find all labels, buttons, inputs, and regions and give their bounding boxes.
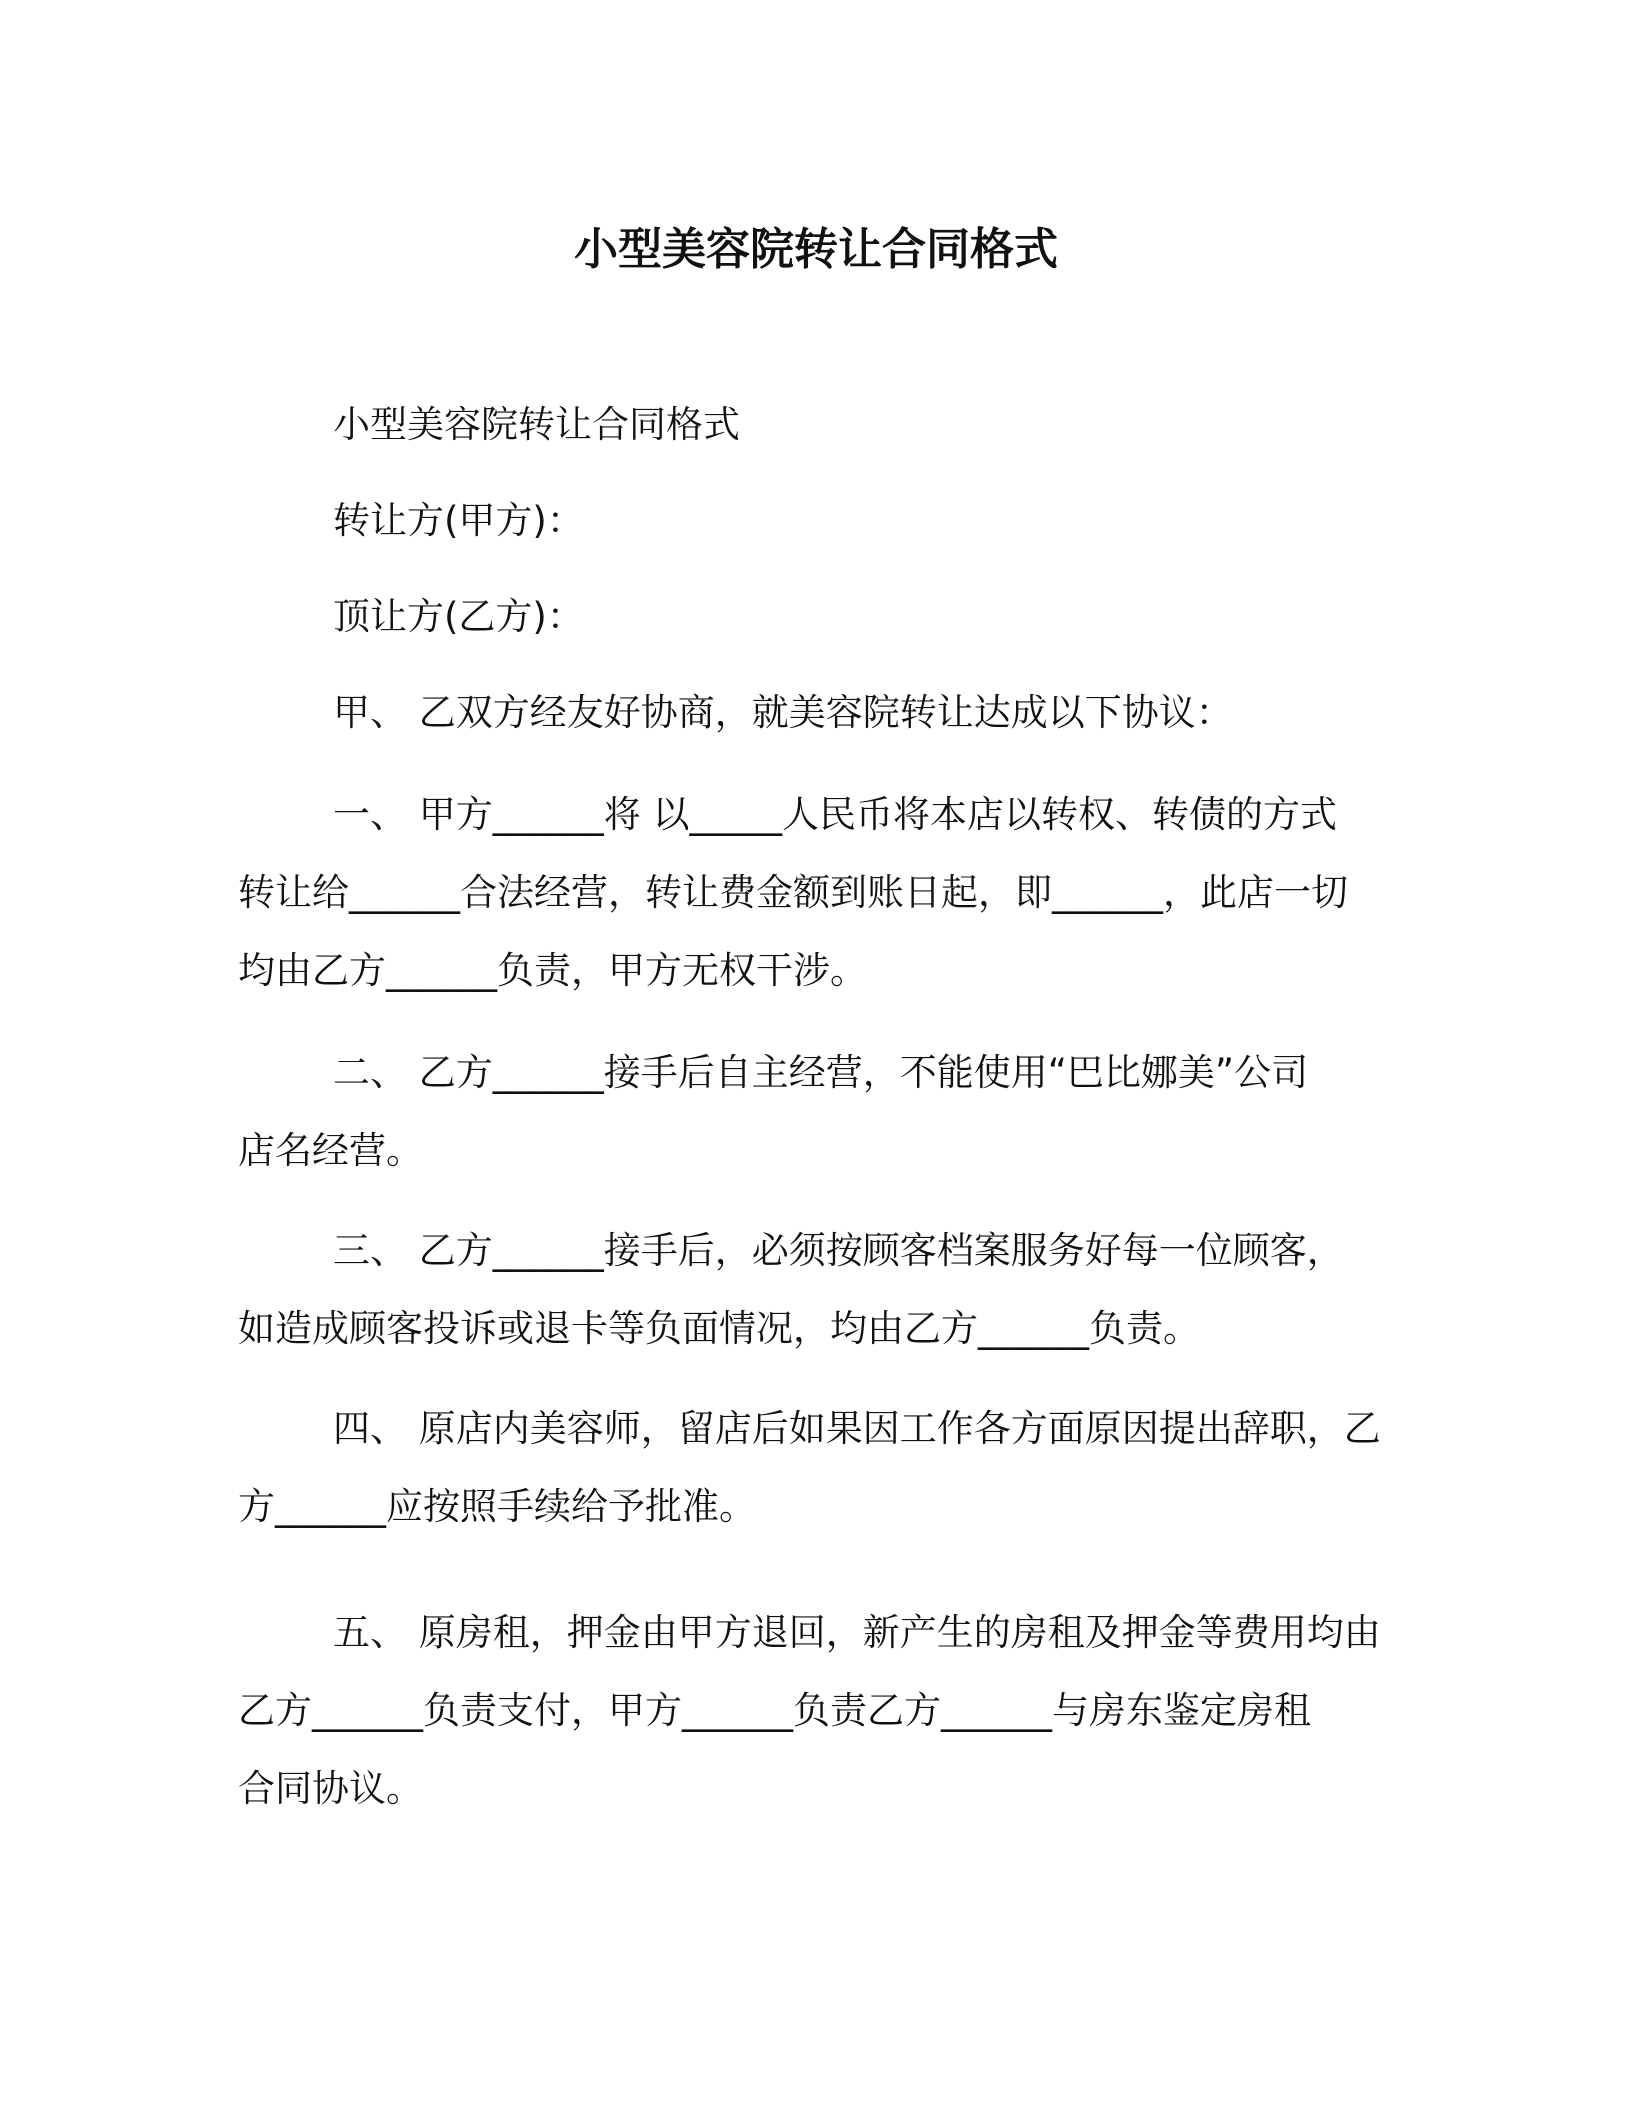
- party-a-label: 转让方(甲方)：: [333, 499, 584, 542]
- clause-line: 四、 原店内美容师，留店后如果因工作各方面原因提出辞职，乙: [333, 1407, 1381, 1450]
- clause-line: 三、 乙方______接手后，必须按顾客档案服务好每一位顾客，: [333, 1229, 1344, 1272]
- clause-3: [238, 1212, 1388, 1368]
- clause-line: 方______应按照手续给予批准。: [238, 1485, 756, 1528]
- party-b-label: 顶让方(乙方)：: [333, 595, 584, 638]
- clause-line: 如造成顾客投诉或退卡等负面情况，均由乙方______负责。: [238, 1307, 1200, 1350]
- clause-5: [238, 1594, 1388, 1828]
- document-subtitle: 小型美容院转让合同格式: [333, 403, 740, 446]
- clause-line: 均由乙方______负责，甲方无权干涉。: [238, 949, 867, 992]
- clause-line: 二、 乙方______接手后自主经营，不能使用“巴比娜美”公司: [333, 1051, 1309, 1094]
- clause-line: 转让给______合法经营，转让费金额到账日起，即______，此店一切: [238, 871, 1348, 914]
- clause-1: [238, 776, 1388, 1010]
- clause-line: 一、 甲方______将 以_____人民币将本店以转权、转债的方式: [333, 793, 1338, 836]
- document-title: 小型美容院转让合同格式: [574, 224, 1058, 275]
- clause-4: [238, 1390, 1388, 1546]
- clause-line: 店名经营。: [238, 1129, 423, 1172]
- clause-line: 五、 原房租，押金由甲方退回，新产生的房租及押金等费用均由: [333, 1611, 1381, 1654]
- intro-paragraph: 甲、 乙双方经友好协商，就美容院转让达成以下协议：: [333, 691, 1233, 734]
- clause-line: 合同协议。: [238, 1767, 423, 1810]
- clause-line: 乙方______负责支付，甲方______负责乙方______与房东鉴定房租: [238, 1689, 1311, 1732]
- clause-2: [238, 1034, 1388, 1190]
